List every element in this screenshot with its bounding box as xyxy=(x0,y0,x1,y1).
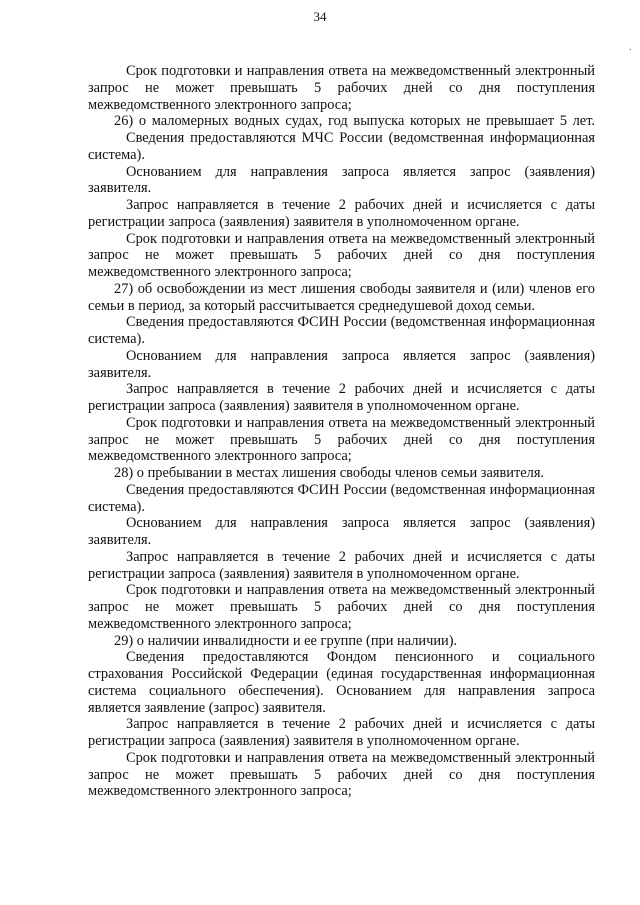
list-item: 28) о пребывании в местах лишения свободы членов семьи заявителя. xyxy=(114,465,545,481)
paragraph: Основанием для направления запроса является запрос (заявления) заявителя. xyxy=(88,347,595,381)
paragraph: Запрос направляется в течение 2 рабочих дней и исчисляется с даты регистрации запроса (заявления) заявителя в уполномоченном органе. xyxy=(88,197,595,230)
edge-mark: · xyxy=(628,45,632,56)
paragraph: Сведения предоставляются Фондом пенсионного и социального страхования Российской Федерации (единая государственная информационная система социального обеспечения). Основанием для направления запроса является заявление (запрос) заявителя. xyxy=(88,649,595,716)
paragraph: Запрос направляется в течение 2 рабочих дней и исчисляется с даты регистрации запроса (заявления) заявителя в уполномоченном органе. xyxy=(88,548,595,582)
list-item: 27) об освобождении из мест лишения свободы заявителя и (или) членов его семьи в период, за который рассчитывается среднедушевой доход семьи. xyxy=(88,280,595,314)
paragraph: Основанием для направления запроса является запрос (заявления) заявителя. xyxy=(88,163,595,197)
paragraph: Срок подготовки и направления ответа на межведомственный электронный запрос не может превышать 5 рабочих дней со дня поступления межведомственного электронного запроса; xyxy=(88,749,595,800)
paragraph: Срок подготовки и направления ответа на межведомственный электронный запрос не может превышать 5 рабочих дней со дня поступления межведомственного электронного запроса; xyxy=(88,230,595,280)
paragraph: Запрос направляется в течение 2 рабочих дней и исчисляется с даты регистрации запроса (заявления) заявителя в уполномоченном органе. xyxy=(88,716,595,749)
paragraph: Сведения предоставляются ФСИН России (ведомственная информационная система). xyxy=(88,481,595,515)
paragraph: Срок подготовки и направления ответа на межведомственный электронный запрос не может превышать 5 рабочих дней со дня поступления межведомственного электронного запроса; xyxy=(88,63,595,113)
paragraph: Основанием для направления запроса является запрос (заявления) заявителя. xyxy=(88,515,595,548)
list-item: 29) о наличии инвалидности и ее группе (при наличии). xyxy=(114,632,458,649)
document-body xyxy=(88,63,595,800)
paragraph: Срок подготовки и направления ответа на межведомственный электронный запрос не может превышать 5 рабочих дней со дня поступления межведомственного электронного запроса; xyxy=(88,414,595,465)
list-item: 26) о маломерных водных судах, год выпуска которых не превышает 5 лет. xyxy=(114,113,595,130)
page-number: 34 xyxy=(313,9,327,24)
paragraph: Сведения предоставляются МЧС России (ведомственная информационная система). xyxy=(88,130,595,163)
paragraph: Запрос направляется в течение 2 рабочих дней и исчисляется с даты регистрации запроса (заявления) заявителя в уполномоченном органе. xyxy=(88,381,595,414)
paragraph: Сведения предоставляются ФСИН России (ведомственная информационная система). xyxy=(88,314,595,347)
paragraph: Срок подготовки и направления ответа на межведомственный электронный запрос не может превышать 5 рабочих дней со дня поступления межведомственного электронного запроса; xyxy=(88,582,595,632)
